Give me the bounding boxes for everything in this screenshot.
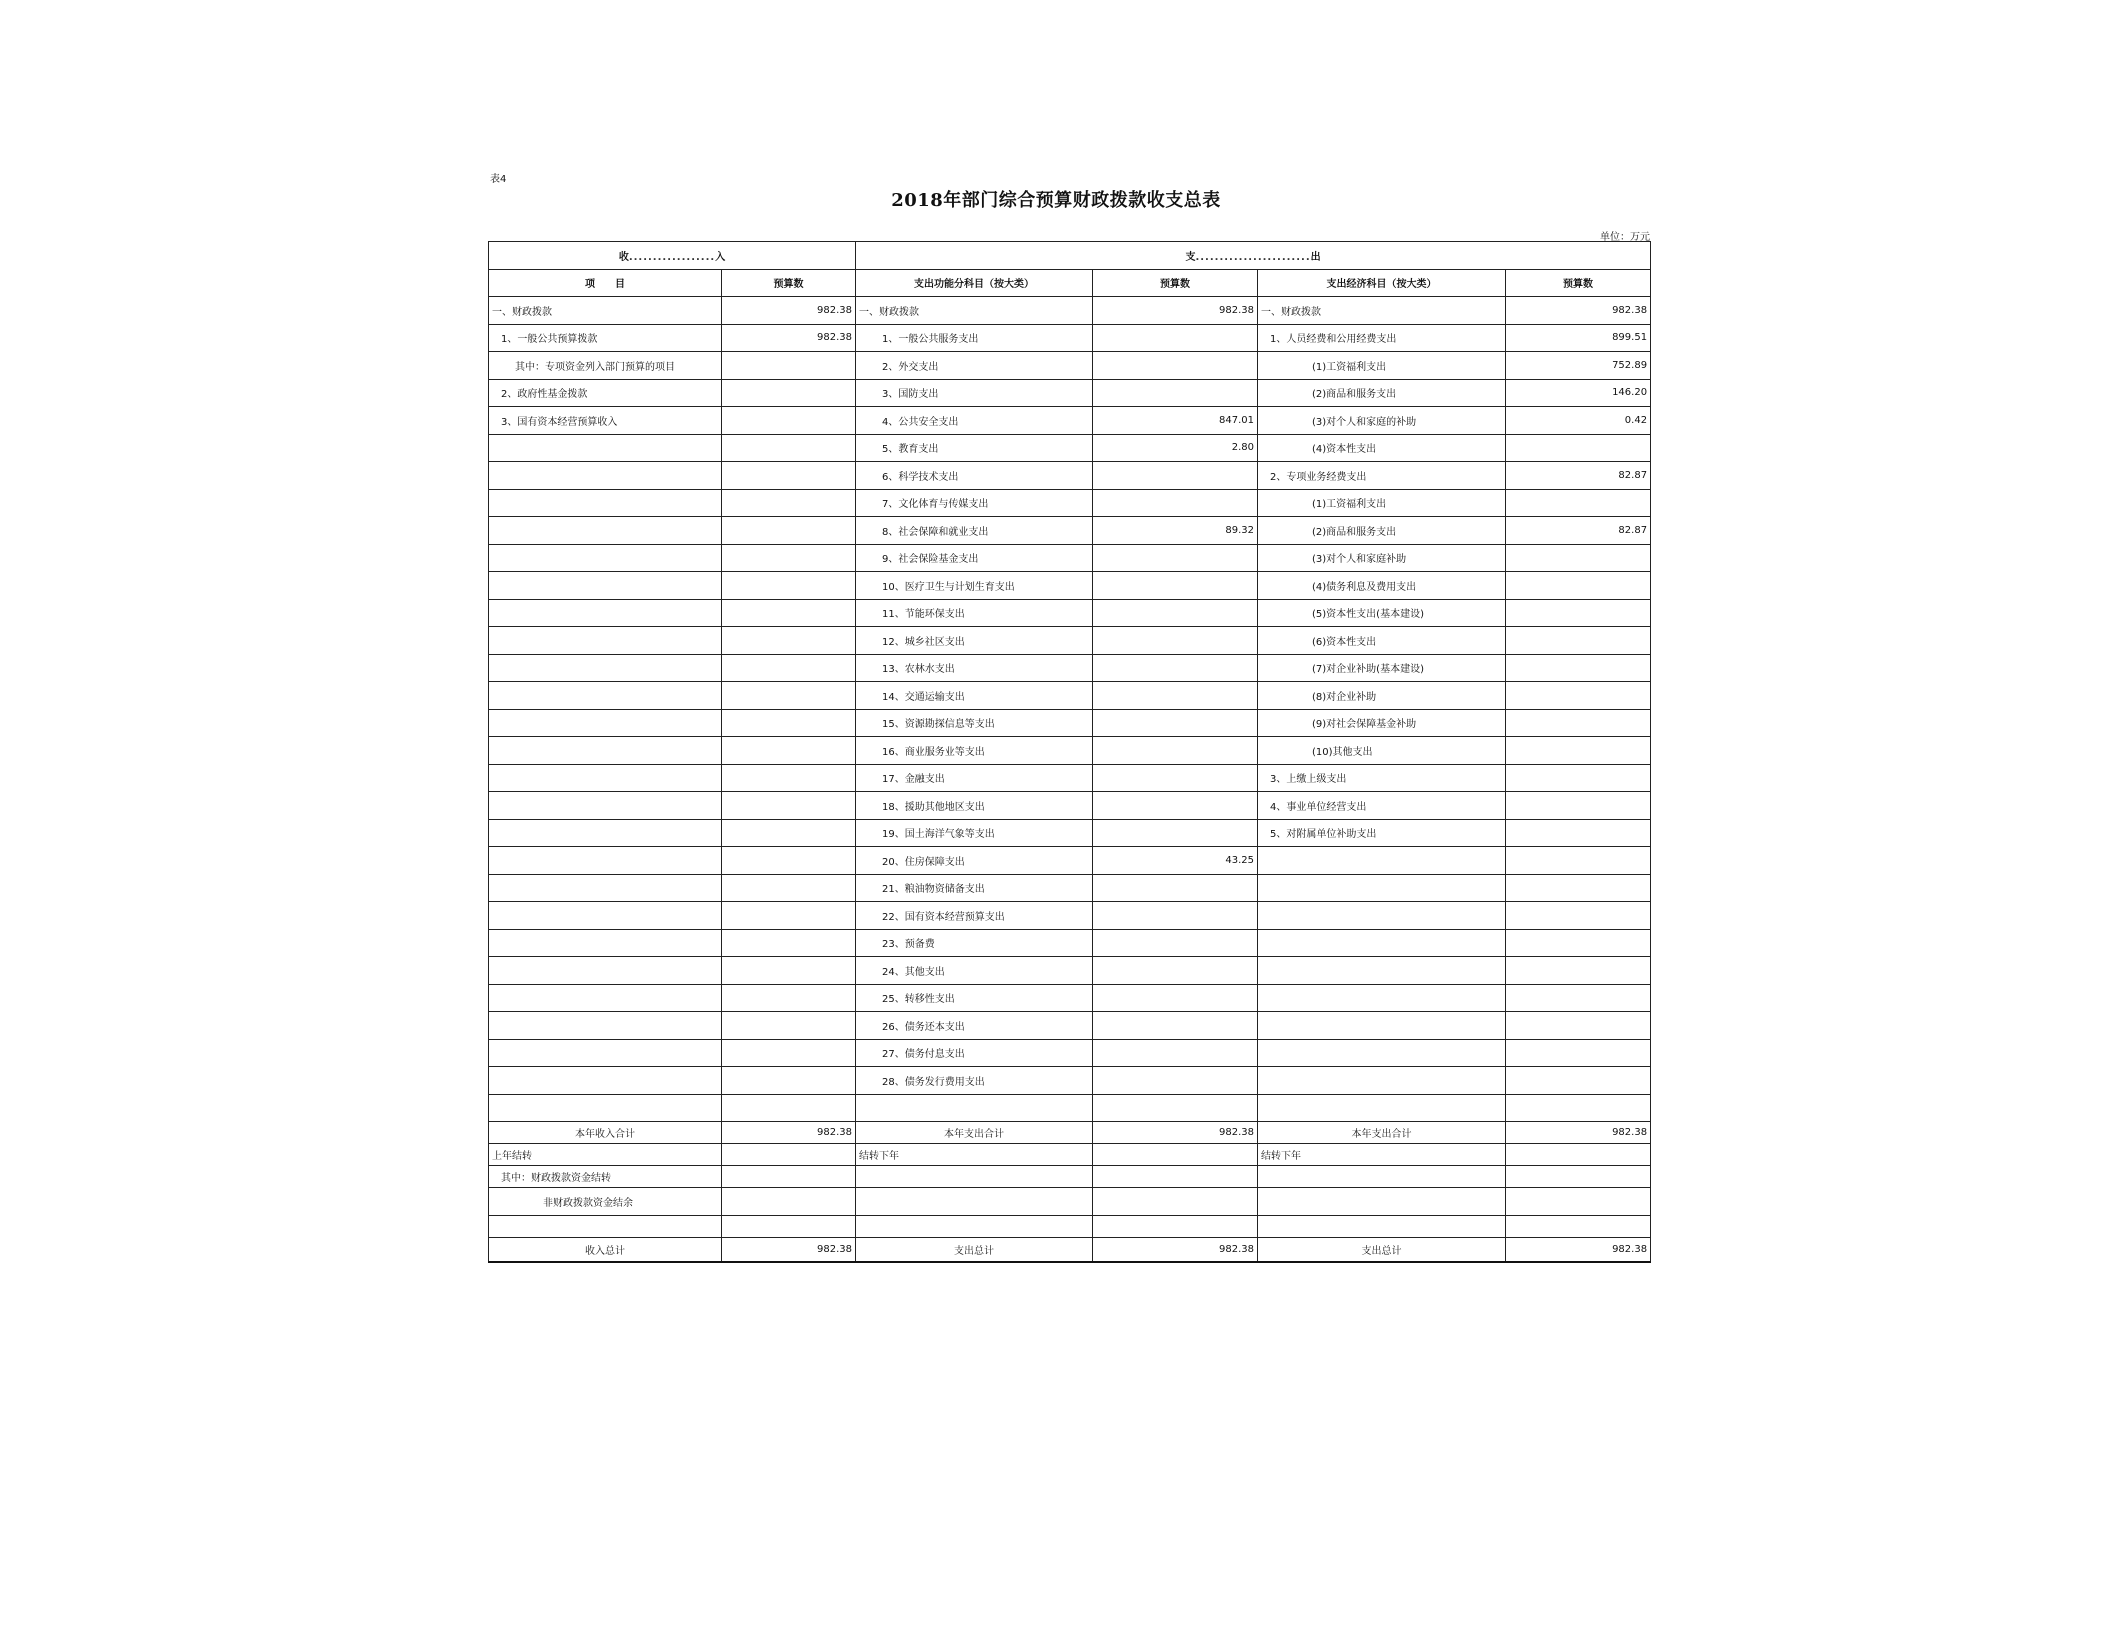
economic-item-cell: (2)商品和服务支出	[1258, 517, 1506, 545]
functional-budget-cell	[1093, 324, 1258, 352]
functional-budget-cell	[1093, 379, 1258, 407]
income-item-cell	[489, 874, 722, 902]
economic-item-cell: (7)对企业补助(基本建设)	[1258, 654, 1506, 682]
grand-income-label: 收入总计	[489, 1238, 722, 1262]
table-row	[489, 572, 1651, 600]
carry-out-label: 结转下年	[856, 1144, 1093, 1166]
income-budget-cell	[722, 929, 856, 957]
income-budget-cell	[722, 764, 856, 792]
income-item-cell: 2、政府性基金拨款	[489, 379, 722, 407]
income-item-cell: 其中：专项资金列入部门预算的项目	[489, 352, 722, 380]
table-row	[489, 737, 1651, 765]
economic-item-cell	[1258, 984, 1506, 1012]
functional-item-cell: 6、科学技术支出	[856, 462, 1093, 490]
cell	[1258, 1188, 1506, 1216]
income-budget-cell	[722, 682, 856, 710]
economic-item-cell	[1258, 1039, 1506, 1067]
economic-budget-cell	[1506, 434, 1651, 462]
economic-budget-cell	[1506, 847, 1651, 875]
economic-item-cell: (9)对社会保障基金补助	[1258, 709, 1506, 737]
functional-budget-cell	[1093, 1012, 1258, 1040]
cell	[1506, 1188, 1651, 1216]
economic-item-cell	[1258, 847, 1506, 875]
functional-item-cell: 20、住房保障支出	[856, 847, 1093, 875]
income-budget-cell	[722, 352, 856, 380]
col-header-budget: 预算数	[722, 269, 856, 297]
table-row	[489, 1067, 1651, 1095]
economic-item-cell: 4、事业单位经营支出	[1258, 792, 1506, 820]
economic-budget-cell	[1506, 764, 1651, 792]
functional-budget-cell	[1093, 654, 1258, 682]
economic-budget-cell	[1506, 709, 1651, 737]
grand-total-row	[489, 1238, 1651, 1262]
functional-item-cell: 13、农林水支出	[856, 654, 1093, 682]
table-row	[489, 324, 1651, 352]
economic-item-cell	[1258, 874, 1506, 902]
functional-budget-cell	[1093, 957, 1258, 985]
table-number: 表4	[490, 174, 507, 185]
cell	[1506, 1166, 1651, 1188]
functional-budget-cell	[1093, 352, 1258, 380]
income-budget-cell	[722, 434, 856, 462]
income-budget-cell	[722, 709, 856, 737]
economic-budget-cell	[1506, 874, 1651, 902]
unit-label: 单位：万元	[1600, 232, 1650, 243]
income-item-cell: 一、财政拨款	[489, 297, 722, 325]
functional-budget-cell	[1093, 929, 1258, 957]
economic-budget-cell	[1506, 654, 1651, 682]
functional-item-cell: 10、医疗卫生与计划生育支出	[856, 572, 1093, 600]
income-budget-cell	[722, 737, 856, 765]
economic-budget-cell	[1506, 599, 1651, 627]
functional-budget-cell: 847.01	[1093, 407, 1258, 435]
functional-item-cell: 5、教育支出	[856, 434, 1093, 462]
year-expense-total-label-econ: 本年支出合计	[1258, 1122, 1506, 1144]
cell	[856, 1166, 1093, 1188]
economic-budget-cell	[1506, 1094, 1651, 1122]
table-row	[489, 984, 1651, 1012]
col-header-functional-class: 支出功能分科目（按大类）	[856, 269, 1093, 297]
income-budget-cell	[722, 1012, 856, 1040]
functional-item-cell: 25、转移性支出	[856, 984, 1093, 1012]
functional-budget-cell	[1093, 544, 1258, 572]
income-item-cell	[489, 984, 722, 1012]
income-item-cell	[489, 764, 722, 792]
functional-budget-cell	[1093, 792, 1258, 820]
income-budget-cell	[722, 957, 856, 985]
grand-income-value: 982.38	[722, 1238, 856, 1262]
economic-item-cell: (4)债务利息及费用支出	[1258, 572, 1506, 600]
functional-item-cell: 24、其他支出	[856, 957, 1093, 985]
functional-budget-cell: 2.80	[1093, 434, 1258, 462]
economic-item-cell	[1258, 902, 1506, 930]
carry-fin-row	[489, 1166, 1651, 1188]
functional-budget-cell	[1093, 572, 1258, 600]
income-item-cell	[489, 737, 722, 765]
economic-budget-cell	[1506, 1067, 1651, 1095]
functional-item-cell: 4、公共安全支出	[856, 407, 1093, 435]
cell	[1506, 1216, 1651, 1238]
income-item-cell	[489, 792, 722, 820]
functional-item-cell: 21、粮油物资储备支出	[856, 874, 1093, 902]
table-row	[489, 599, 1651, 627]
blank-row	[489, 1216, 1651, 1238]
income-item-cell	[489, 1039, 722, 1067]
functional-budget-cell	[1093, 1039, 1258, 1067]
col-header-budget: 预算数	[1093, 269, 1258, 297]
income-budget-cell	[722, 847, 856, 875]
year-income-total-label: 本年收入合计	[489, 1122, 722, 1144]
cell	[722, 1144, 856, 1166]
economic-budget-cell	[1506, 544, 1651, 572]
functional-item-cell: 3、国防支出	[856, 379, 1093, 407]
income-budget-cell: 982.38	[722, 297, 856, 325]
table-row	[489, 352, 1651, 380]
income-item-cell	[489, 1094, 722, 1122]
economic-budget-cell	[1506, 1012, 1651, 1040]
economic-item-cell: (5)资本性支出(基本建设)	[1258, 599, 1506, 627]
carry-nonfin-label: 非财政拨款资金结余	[489, 1188, 722, 1216]
economic-item-cell: 3、上缴上级支出	[1258, 764, 1506, 792]
income-item-cell	[489, 929, 722, 957]
income-budget-cell	[722, 544, 856, 572]
carry-out-label-econ: 结转下年	[1258, 1144, 1506, 1166]
cell	[1506, 1144, 1651, 1166]
functional-budget-cell	[1093, 819, 1258, 847]
income-budget-cell	[722, 489, 856, 517]
table-row	[489, 1012, 1651, 1040]
income-item-cell	[489, 819, 722, 847]
income-item-cell	[489, 572, 722, 600]
functional-budget-cell	[1093, 902, 1258, 930]
cell	[1258, 1166, 1506, 1188]
expense-section-header: 支........................出	[856, 242, 1651, 270]
income-item-cell	[489, 462, 722, 490]
cell	[856, 1188, 1093, 1216]
cell	[489, 1216, 722, 1238]
economic-item-cell	[1258, 1067, 1506, 1095]
economic-budget-cell	[1506, 572, 1651, 600]
economic-budget-cell	[1506, 957, 1651, 985]
budget-summary-table	[488, 241, 1651, 1263]
cell	[722, 1216, 856, 1238]
economic-budget-cell: 982.38	[1506, 297, 1651, 325]
income-budget-cell	[722, 819, 856, 847]
income-budget-cell	[722, 599, 856, 627]
functional-budget-cell	[1093, 709, 1258, 737]
economic-budget-cell	[1506, 792, 1651, 820]
income-item-cell	[489, 627, 722, 655]
functional-budget-cell: 982.38	[1093, 297, 1258, 325]
table-row	[489, 902, 1651, 930]
economic-budget-cell	[1506, 1039, 1651, 1067]
income-item-cell: 3、国有资本经营预算收入	[489, 407, 722, 435]
grand-expense-value: 982.38	[1093, 1238, 1258, 1262]
page-title: 2018年部门综合预算财政拨款收支总表	[891, 190, 1221, 211]
functional-budget-cell: 89.32	[1093, 517, 1258, 545]
table-row	[489, 1039, 1651, 1067]
table-row	[489, 517, 1651, 545]
economic-budget-cell	[1506, 489, 1651, 517]
year-expense-total-label: 本年支出合计	[856, 1122, 1093, 1144]
economic-item-cell: (4)资本性支出	[1258, 434, 1506, 462]
economic-budget-cell: 0.42	[1506, 407, 1651, 435]
functional-item-cell: 9、社会保险基金支出	[856, 544, 1093, 572]
economic-item-cell: (1)工资福利支出	[1258, 352, 1506, 380]
cell	[722, 1166, 856, 1188]
cell	[1258, 1216, 1506, 1238]
functional-budget-cell	[1093, 984, 1258, 1012]
income-budget-cell	[722, 654, 856, 682]
functional-item-cell: 26、债务还本支出	[856, 1012, 1093, 1040]
table-row	[489, 407, 1651, 435]
functional-item-cell: 22、国有资本经营预算支出	[856, 902, 1093, 930]
table-row	[489, 847, 1651, 875]
economic-item-cell: (8)对企业补助	[1258, 682, 1506, 710]
table-row	[489, 1094, 1651, 1122]
year-income-total-value: 982.38	[722, 1122, 856, 1144]
income-budget-cell	[722, 517, 856, 545]
income-budget-cell	[722, 1067, 856, 1095]
table-row	[489, 929, 1651, 957]
table-row	[489, 297, 1651, 325]
functional-item-cell: 2、外交支出	[856, 352, 1093, 380]
economic-item-cell: 5、对附属单位补助支出	[1258, 819, 1506, 847]
carry-in-label: 上年结转	[489, 1144, 722, 1166]
table-row	[489, 544, 1651, 572]
income-item-cell	[489, 654, 722, 682]
economic-item-cell: 2、专项业务经费支出	[1258, 462, 1506, 490]
grand-expense-value-econ: 982.38	[1506, 1238, 1651, 1262]
economic-item-cell: (6)资本性支出	[1258, 627, 1506, 655]
economic-budget-cell: 82.87	[1506, 517, 1651, 545]
table-row	[489, 682, 1651, 710]
economic-budget-cell: 146.20	[1506, 379, 1651, 407]
income-budget-cell: 982.38	[722, 324, 856, 352]
col-header-item: 项 目	[489, 269, 722, 297]
cell	[1093, 1166, 1258, 1188]
economic-item-cell	[1258, 929, 1506, 957]
income-item-cell	[489, 957, 722, 985]
income-item-cell	[489, 544, 722, 572]
economic-budget-cell: 899.51	[1506, 324, 1651, 352]
income-item-cell	[489, 599, 722, 627]
table-row	[489, 819, 1651, 847]
year-expense-total-value-econ: 982.38	[1506, 1122, 1651, 1144]
economic-item-cell: (3)对个人和家庭的补助	[1258, 407, 1506, 435]
functional-budget-cell	[1093, 462, 1258, 490]
income-item-cell	[489, 489, 722, 517]
functional-item-cell: 11、节能环保支出	[856, 599, 1093, 627]
income-budget-cell	[722, 379, 856, 407]
functional-item-cell: 18、援助其他地区支出	[856, 792, 1093, 820]
functional-item-cell: 12、城乡社区支出	[856, 627, 1093, 655]
functional-item-cell: 14、交通运输支出	[856, 682, 1093, 710]
economic-item-cell: 一、财政拨款	[1258, 297, 1506, 325]
grand-expense-label: 支出总计	[856, 1238, 1093, 1262]
functional-budget-cell	[1093, 874, 1258, 902]
functional-budget-cell	[1093, 627, 1258, 655]
income-budget-cell	[722, 407, 856, 435]
economic-budget-cell	[1506, 627, 1651, 655]
carry-fin-label: 其中：财政拨款资金结转	[489, 1166, 722, 1188]
table-row	[489, 654, 1651, 682]
section-header-row	[489, 242, 1651, 270]
functional-item-cell: 8、社会保障和就业支出	[856, 517, 1093, 545]
functional-budget-cell	[1093, 1094, 1258, 1122]
cell	[722, 1188, 856, 1216]
functional-budget-cell	[1093, 489, 1258, 517]
economic-budget-cell	[1506, 682, 1651, 710]
economic-budget-cell: 752.89	[1506, 352, 1651, 380]
cell	[1093, 1144, 1258, 1166]
table-row	[489, 379, 1651, 407]
income-budget-cell	[722, 874, 856, 902]
income-item-cell	[489, 902, 722, 930]
economic-item-cell	[1258, 1094, 1506, 1122]
col-header-economic-class: 支出经济科目（按大类）	[1258, 269, 1506, 297]
functional-budget-cell: 43.25	[1093, 847, 1258, 875]
economic-budget-cell	[1506, 737, 1651, 765]
grand-expense-label-econ: 支出总计	[1258, 1238, 1506, 1262]
functional-item-cell: 28、债务发行费用支出	[856, 1067, 1093, 1095]
economic-item-cell	[1258, 957, 1506, 985]
table-row	[489, 874, 1651, 902]
economic-budget-cell: 82.87	[1506, 462, 1651, 490]
table-row	[489, 709, 1651, 737]
table-row	[489, 957, 1651, 985]
table-row	[489, 764, 1651, 792]
income-item-cell	[489, 434, 722, 462]
functional-item-cell: 19、国土海洋气象等支出	[856, 819, 1093, 847]
cell	[1093, 1188, 1258, 1216]
table-row	[489, 627, 1651, 655]
functional-item-cell: 17、金融支出	[856, 764, 1093, 792]
carry-nonfin-row	[489, 1188, 1651, 1216]
functional-budget-cell	[1093, 599, 1258, 627]
economic-item-cell: (3)对个人和家庭补助	[1258, 544, 1506, 572]
table-row	[489, 792, 1651, 820]
functional-budget-cell	[1093, 764, 1258, 792]
table-row	[489, 489, 1651, 517]
income-budget-cell	[722, 984, 856, 1012]
functional-item-cell	[856, 1094, 1093, 1122]
economic-item-cell: 1、人员经费和公用经费支出	[1258, 324, 1506, 352]
economic-item-cell: (2)商品和服务支出	[1258, 379, 1506, 407]
table-row	[489, 462, 1651, 490]
functional-item-cell: 1、一般公共服务支出	[856, 324, 1093, 352]
income-item-cell: 1、一般公共预算拨款	[489, 324, 722, 352]
income-item-cell	[489, 1012, 722, 1040]
economic-budget-cell	[1506, 819, 1651, 847]
economic-item-cell	[1258, 1012, 1506, 1040]
functional-budget-cell	[1093, 1067, 1258, 1095]
functional-item-cell: 23、预备费	[856, 929, 1093, 957]
income-budget-cell	[722, 627, 856, 655]
economic-budget-cell	[1506, 902, 1651, 930]
income-budget-cell	[722, 462, 856, 490]
income-item-cell	[489, 682, 722, 710]
income-budget-cell	[722, 1094, 856, 1122]
functional-item-cell: 一、财政拨款	[856, 297, 1093, 325]
income-item-cell	[489, 1067, 722, 1095]
col-header-budget: 预算数	[1506, 269, 1651, 297]
economic-budget-cell	[1506, 984, 1651, 1012]
income-section-header: 收..................入	[489, 242, 856, 270]
year-expense-total-value: 982.38	[1093, 1122, 1258, 1144]
carry-row	[489, 1144, 1651, 1166]
functional-item-cell: 27、债务付息支出	[856, 1039, 1093, 1067]
functional-budget-cell	[1093, 737, 1258, 765]
economic-item-cell: (1)工资福利支出	[1258, 489, 1506, 517]
economic-item-cell: (10)其他支出	[1258, 737, 1506, 765]
functional-budget-cell	[1093, 682, 1258, 710]
table-row	[489, 434, 1651, 462]
income-budget-cell	[722, 902, 856, 930]
year-total-row	[489, 1122, 1651, 1144]
cell	[856, 1216, 1093, 1238]
income-budget-cell	[722, 792, 856, 820]
functional-item-cell: 7、文化体育与传媒支出	[856, 489, 1093, 517]
income-item-cell	[489, 517, 722, 545]
economic-budget-cell	[1506, 929, 1651, 957]
income-budget-cell	[722, 572, 856, 600]
income-item-cell	[489, 847, 722, 875]
cell	[1093, 1216, 1258, 1238]
functional-item-cell: 16、商业服务业等支出	[856, 737, 1093, 765]
income-budget-cell	[722, 1039, 856, 1067]
column-header-row	[489, 269, 1651, 297]
income-item-cell	[489, 709, 722, 737]
functional-item-cell: 15、资源勘探信息等支出	[856, 709, 1093, 737]
